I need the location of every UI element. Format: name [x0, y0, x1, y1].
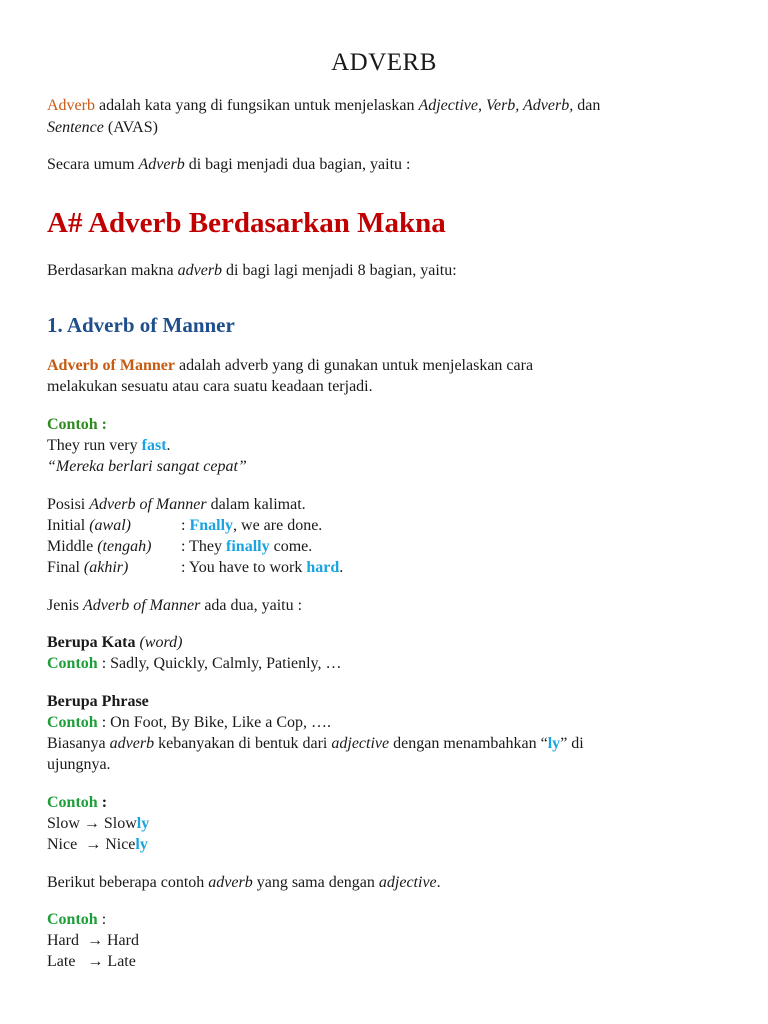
- intro-line-2: Sentence (AVAS): [47, 119, 158, 136]
- posisi-row-middle: Middle (tengah) : They finally come.: [47, 538, 313, 555]
- term-adverb: Adverb: [47, 97, 95, 114]
- example-slow: Slow → Slowly: [47, 815, 150, 832]
- biasanya-line-2: ujungnya.: [47, 756, 111, 773]
- jenis-line: Jenis Adverb of Manner ada dua, yaitu :: [47, 597, 303, 614]
- contoh-label-3: Contoh :: [47, 911, 107, 928]
- secara-line: Secara umum Adverb di bagi menjadi dua bagian, yaitu :: [47, 156, 411, 173]
- posisi-line: Posisi Adverb of Manner dalam kalimat.: [47, 496, 306, 513]
- makna-line: Berdasarkan makna adverb di bagi lagi menjadi 8 bagian, yaitu:: [47, 262, 457, 279]
- manner-def-line-1: Adverb of Manner adalah adverb yang di gunakan untuk menjelaskan cara: [47, 357, 534, 374]
- term-adverb-of-manner: Adverb of Manner: [47, 357, 175, 374]
- contoh-label-2: Contoh :: [47, 794, 108, 811]
- contoh-label-1: Contoh :: [47, 416, 108, 433]
- berupa-kata-heading: Berupa Kata (word): [47, 634, 183, 651]
- example-nice: Nice → Nicely: [47, 836, 148, 853]
- posisi-row-final: Final (akhir) : You have to work hard.: [47, 559, 344, 576]
- biasanya-line-1: Biasanya adverb kebanyakan di bentuk dari adjective dengan menambahkan “ly” di: [47, 735, 584, 752]
- example-late: Late → Late: [47, 953, 136, 970]
- page-title: ADVERB: [331, 49, 437, 76]
- berikut-line: Berikut beberapa contoh adverb yang sama dengan adjective.: [47, 874, 441, 891]
- berupa-phrase-contoh: Contoh : On Foot, By Bike, Like a Cop, ….: [47, 714, 332, 731]
- berupa-phrase-heading: Berupa Phrase: [47, 693, 149, 710]
- heading-1: 1. Adverb of Manner: [47, 313, 235, 337]
- example-sentence: They run very fast.: [47, 437, 171, 454]
- heading-a: A# Adverb Berdasarkan Makna: [47, 207, 446, 239]
- berupa-kata-contoh: Contoh : Sadly, Quickly, Calmly, Patienly, …: [47, 655, 342, 672]
- posisi-row-initial: Initial (awal) : Fnally, we are done.: [47, 517, 323, 534]
- example-translation: “Mereka berlari sangat cepat”: [47, 458, 247, 475]
- intro-line-1: Adverb adalah kata yang di fungsikan untuk menjelaskan Adjective, Verb, Adverb, dan: [47, 97, 601, 114]
- manner-def-line-2: melakukan sesuatu atau cara suatu keadaan terjadi.: [47, 378, 373, 395]
- example-hard: Hard → Hard: [47, 932, 139, 949]
